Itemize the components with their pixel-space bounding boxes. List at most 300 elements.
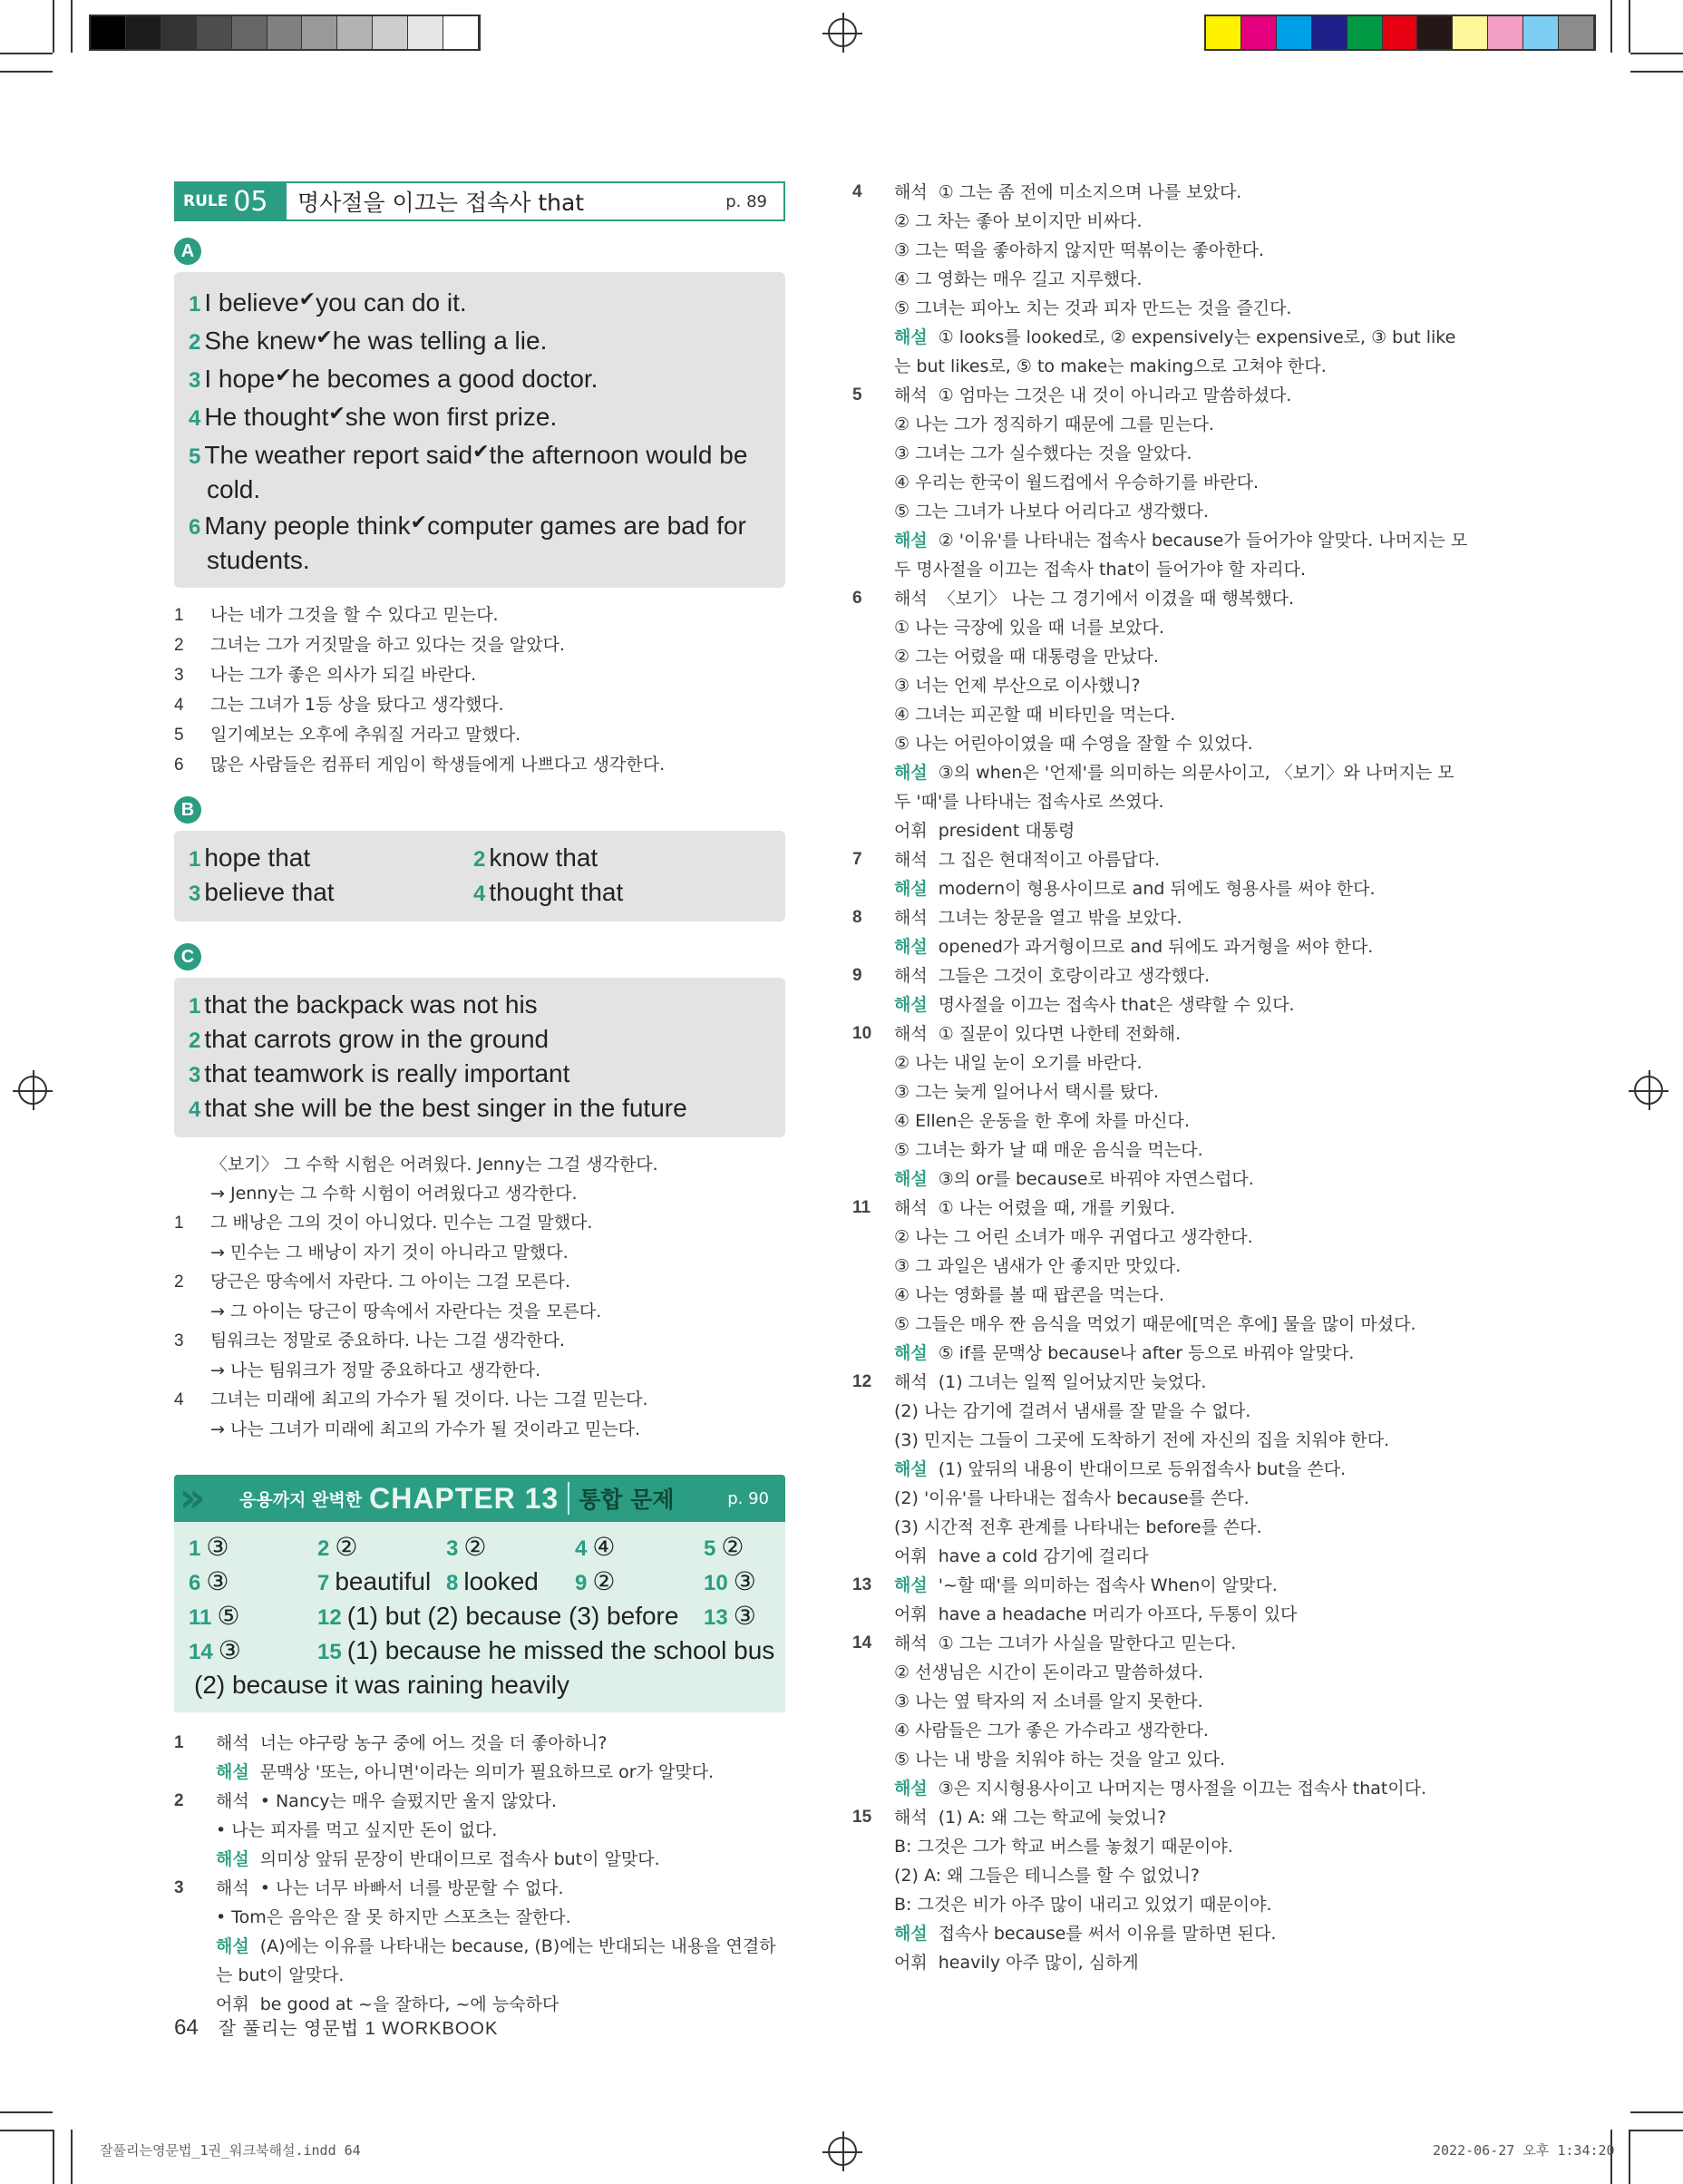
clause-that: he becomes a good doctor. xyxy=(291,365,598,393)
explanation-text xyxy=(894,468,1469,497)
explanation-body: be good at ~을 잘하다, ~에 능숙하다 xyxy=(259,1994,559,2014)
translation-line xyxy=(174,690,785,720)
answer-value: ③ xyxy=(733,1567,756,1595)
explanation-label: 해설 xyxy=(894,937,928,957)
note-line xyxy=(174,1297,785,1326)
answer-line xyxy=(189,435,771,506)
explanation-row xyxy=(852,1861,1469,1890)
explanation-row xyxy=(852,700,1469,729)
item-number xyxy=(852,1745,894,1774)
explanation-row xyxy=(852,1484,1469,1513)
explanation-text xyxy=(894,1339,1469,1368)
answer-text: know that xyxy=(489,843,598,872)
explanation-text xyxy=(894,1687,1469,1716)
explanation-label: 해설 xyxy=(894,1343,928,1363)
answer-value: beautiful xyxy=(335,1567,432,1595)
item-number: 2 xyxy=(174,1791,184,1810)
item-number: 14 xyxy=(189,1640,213,1664)
item-number xyxy=(852,1774,894,1803)
explanation-body: B: 그것은 비가 아주 많이 내리고 있었기 때문이야. xyxy=(894,1895,1272,1915)
item-number: 4 xyxy=(174,1390,184,1409)
crop-mark xyxy=(53,2130,54,2184)
explanation-row xyxy=(852,1397,1469,1426)
item-number: 1 xyxy=(174,1214,184,1233)
item-number xyxy=(852,990,894,1019)
explanation-text xyxy=(894,1397,1469,1426)
answer-value: ③ xyxy=(206,1533,229,1561)
answer-value: (1) but (2) because (3) before xyxy=(346,1602,679,1630)
item-number: 6 xyxy=(189,1571,201,1595)
item-number: 5 xyxy=(704,1536,716,1561)
explanation-text xyxy=(894,584,1469,613)
explanation-body: ⑤ if를 문맥상 because나 after 등으로 바꿔야 알맞다. xyxy=(938,1343,1355,1363)
answer-text: that she will be the best singer in the future xyxy=(204,1094,687,1122)
explanation-body: ① 질문이 있다면 나한테 전화해. xyxy=(938,1024,1182,1044)
answer-cell xyxy=(189,1669,794,1703)
section-b-answer-box xyxy=(174,831,785,921)
color-swatch xyxy=(1347,16,1383,49)
item-number xyxy=(852,1281,894,1310)
item-number: 5 xyxy=(189,444,201,469)
answer-cell xyxy=(189,1565,317,1600)
explanation-label: 해설 xyxy=(894,1924,928,1944)
item-number: 13 xyxy=(704,1605,728,1630)
crop-mark xyxy=(0,2111,53,2113)
explanation-label: 해설 xyxy=(894,1169,928,1189)
note-line xyxy=(174,1385,785,1415)
item-number: 1 xyxy=(189,292,201,317)
chapter-answer-box xyxy=(174,1522,785,1712)
item-number xyxy=(852,526,894,584)
crop-mark xyxy=(71,2130,73,2184)
explanation-label: 해석 xyxy=(216,1733,249,1753)
section-c-answer-box xyxy=(174,978,785,1137)
explanation-body: 그녀는 창문을 열고 밖을 보았다. xyxy=(938,908,1182,928)
answer-cell xyxy=(189,1634,317,1669)
explanation-body: (2) A: 왜 그들은 테니스를 할 수 없었니? xyxy=(894,1866,1200,1886)
explanation-row xyxy=(852,874,1469,903)
explanation-text xyxy=(894,265,1469,294)
item-number: 11 xyxy=(189,1605,212,1630)
explanation-row xyxy=(852,1571,1469,1600)
item-number: 1 xyxy=(174,606,184,625)
crop-mark xyxy=(0,71,53,73)
answer-cell xyxy=(575,1565,704,1600)
explanation-row xyxy=(174,1816,785,1845)
color-swatch xyxy=(268,16,303,49)
explanation-body: (3) 민지는 그들이 그곳에 도착하기 전에 자신의 집을 치워야 한다. xyxy=(894,1430,1390,1450)
explanation-text xyxy=(894,1281,1469,1310)
answer-cell xyxy=(704,1531,794,1565)
explanation-body: (2) 나는 감기에 걸려서 냄새를 잘 맡을 수 없다. xyxy=(894,1401,1251,1421)
item-number xyxy=(852,1832,894,1861)
item-number xyxy=(852,642,894,671)
file-slug: 잘풀리는영문법_1권_워크북해설.indd 64 xyxy=(100,2142,361,2159)
item-number xyxy=(852,1687,894,1716)
explanation-row xyxy=(852,1687,1469,1716)
item-number: 3 xyxy=(189,882,201,906)
item-number: 1 xyxy=(189,1536,201,1561)
explanation-label: 해석 xyxy=(894,1198,928,1218)
answer-value: ③ xyxy=(218,1636,241,1664)
item-number xyxy=(852,1165,894,1194)
explanation-text xyxy=(894,671,1469,700)
explanation-body: have a cold 감기에 걸리다 xyxy=(938,1546,1149,1566)
explanation-body: ④ 그녀는 피곤할 때 비타민을 먹는다. xyxy=(894,705,1176,725)
answer-line xyxy=(189,321,771,359)
section-c-notes xyxy=(174,1150,785,1444)
clause-main: The weather report said xyxy=(204,441,473,469)
color-swatch xyxy=(337,16,373,49)
item-number xyxy=(852,1048,894,1077)
item-number xyxy=(852,468,894,497)
translation-line xyxy=(174,750,785,780)
explanation-text xyxy=(894,439,1469,468)
chapter-banner xyxy=(174,1475,785,1522)
explanation-row xyxy=(852,990,1469,1019)
answer-cell xyxy=(317,1531,446,1565)
explanation-text xyxy=(894,207,1469,236)
explanation-label: 해설 xyxy=(216,1849,249,1869)
item-number xyxy=(852,323,894,381)
item-number xyxy=(852,1223,894,1252)
color-swatch xyxy=(1453,16,1488,49)
explanation-row xyxy=(852,903,1469,932)
explanation-label: 해설 xyxy=(216,1762,249,1782)
explanation-body: ② 그는 어렸을 때 대통령을 만났다. xyxy=(894,647,1159,667)
item-number: 5 xyxy=(174,726,184,745)
note-line xyxy=(174,1326,785,1356)
item-number xyxy=(852,410,894,439)
item-number: 12 xyxy=(317,1605,342,1630)
explanation-body: • 나는 너무 바빠서 너를 방문할 수 없다. xyxy=(259,1878,564,1898)
item-number: 3 xyxy=(446,1536,459,1561)
gray-color-bar xyxy=(89,15,481,51)
explanation-label: 해석 xyxy=(894,1372,928,1392)
color-swatch xyxy=(1488,16,1523,49)
clause-main: I believe xyxy=(204,288,299,317)
answer-value: ④ xyxy=(592,1533,616,1561)
explanation-row xyxy=(852,642,1469,671)
item-number xyxy=(852,1716,894,1745)
explanation-row xyxy=(852,1426,1469,1455)
explanation-row xyxy=(852,1948,1469,1977)
answer-line xyxy=(189,1092,771,1126)
answer-cell xyxy=(317,1565,446,1600)
print-timestamp: 2022-06-27 오후 1:34:20 xyxy=(1433,2142,1615,2159)
explanation-text xyxy=(894,1542,1469,1571)
explanation-body: ③ 그 과일은 냄새가 안 좋지만 맛있다. xyxy=(894,1256,1182,1276)
explanation-label: 어휘 xyxy=(216,1994,249,2014)
note-text: 당근은 땅속에서 자란다. 그 아이는 그걸 모른다. xyxy=(210,1272,571,1292)
explanation-label: 어휘 xyxy=(894,1546,928,1566)
clause-that: the afternoon would be cold. xyxy=(207,441,748,503)
explanation-row xyxy=(852,439,1469,468)
explanation-body: (1) A: 왜 그는 학교에 늦었니? xyxy=(938,1808,1167,1828)
color-swatch xyxy=(1523,16,1559,49)
explanation-row xyxy=(852,1455,1469,1484)
explanation-body: 문맥상 '또는, 아니면'이라는 의미가 필요하므로 or가 알맞다. xyxy=(259,1762,715,1782)
explanation-body: • Tom은 음악은 잘 못 하지만 스포츠는 잘한다. xyxy=(216,1907,571,1927)
translation-text: 그는 그녀가 1등 상을 탔다고 생각했다. xyxy=(210,695,504,715)
explanation-body: ⑤ 나는 내 방을 치워야 하는 것을 알고 있다. xyxy=(894,1750,1226,1770)
explanation-row xyxy=(174,1729,785,1758)
chapter-page-ref: p. 90 xyxy=(727,1488,769,1508)
explanation-body: ④ 그 영화는 매우 길고 지루했다. xyxy=(894,269,1143,289)
explanation-body: 너는 야구랑 농구 중에 어느 것을 더 좋아하니? xyxy=(259,1733,608,1753)
answer-line xyxy=(189,989,771,1023)
explanation-text xyxy=(894,323,1469,381)
explanation-text xyxy=(894,1019,1469,1048)
clause-that: you can do it. xyxy=(316,288,467,317)
explanation-body: B: 그것은 그가 학교 버스를 놓쳤기 때문이야. xyxy=(894,1837,1233,1857)
answer-text: hope that xyxy=(204,843,311,872)
item-number xyxy=(852,265,894,294)
translation-text: 나는 그가 좋은 의사가 되길 바란다. xyxy=(210,665,477,685)
explanation-row xyxy=(852,1223,1469,1252)
item-number xyxy=(852,1948,894,1977)
explanation-label: 해설 xyxy=(894,531,928,551)
item-number: 2 xyxy=(317,1536,330,1561)
explanation-row xyxy=(852,845,1469,874)
explanation-row xyxy=(852,1077,1469,1107)
clause-that: she won first prize. xyxy=(345,403,558,431)
explanation-text xyxy=(894,1803,1469,1832)
note-line xyxy=(174,1356,785,1385)
item-number: 3 xyxy=(189,1063,201,1087)
explanation-row xyxy=(852,468,1469,497)
item-number: 13 xyxy=(852,1575,872,1594)
item-number: 2 xyxy=(189,1029,201,1053)
crop-mark xyxy=(53,0,54,53)
explanation-text xyxy=(894,874,1469,903)
item-number: 3 xyxy=(189,368,201,393)
explanation-label: 해석 xyxy=(894,182,928,202)
item-number: 10 xyxy=(704,1571,728,1595)
explanation-text xyxy=(894,1513,1469,1542)
explanation-text xyxy=(894,845,1469,874)
note-line xyxy=(174,1415,785,1444)
answer-line xyxy=(189,359,771,397)
explanation-body: ② 나는 그 어린 소녀가 매우 귀엽다고 생각한다. xyxy=(894,1227,1253,1247)
item-number xyxy=(852,1513,894,1542)
explanation-body: ③은 지시형용사이고 나머지는 명사절을 이끄는 접속사 that이다. xyxy=(938,1779,1427,1799)
item-number xyxy=(852,1310,894,1339)
explanation-label: 어휘 xyxy=(894,821,928,841)
answer-value: looked xyxy=(463,1567,539,1595)
item-number xyxy=(852,1919,894,1948)
item-number xyxy=(174,1816,216,1845)
clause-main: She knew xyxy=(204,327,316,355)
note-text: 〈보기〉 그 수학 시험은 어려웠다. Jenny는 그걸 생각한다. xyxy=(210,1155,658,1175)
explanation-row xyxy=(852,816,1469,845)
explanation-body: president 대통령 xyxy=(938,821,1075,841)
explanation-text xyxy=(894,236,1469,265)
answer-cell xyxy=(317,1600,704,1634)
explanation-body: • 나는 피자를 먹고 싶지만 돈이 없다. xyxy=(216,1820,498,1840)
check-mark-icon: ✔ xyxy=(472,440,490,463)
crop-mark xyxy=(0,53,53,54)
rule-label: RULE 05 xyxy=(176,183,287,219)
item-number: 4 xyxy=(852,182,862,201)
explanation-body: '~할 때'를 의미하는 접속사 When이 알맞다. xyxy=(938,1575,1278,1595)
explanation-body: 명사절을 이끄는 접속사 that은 생략할 수 있다. xyxy=(938,995,1295,1015)
answer-value: ② xyxy=(721,1533,744,1561)
explanation-text xyxy=(894,294,1469,323)
item-number xyxy=(174,1758,216,1787)
explanation-body: ② 그 차는 좋아 보이지만 비싸다. xyxy=(894,211,1143,231)
explanation-body: 그 집은 현대적이고 아름답다. xyxy=(938,850,1161,870)
answer-cell xyxy=(575,1531,704,1565)
item-number xyxy=(852,1397,894,1426)
explanation-body: ③의 when은 '언제'를 의미하는 의문사이고, 〈보기〉와 나머지는 모두 '때'를 나타내는 접속사로 쓰였다. xyxy=(894,763,1454,812)
color-swatch xyxy=(1241,16,1277,49)
color-swatch xyxy=(443,16,479,49)
clause-that: he was telling a lie. xyxy=(332,327,548,355)
explanation-row xyxy=(852,1136,1469,1165)
explanation-row xyxy=(852,1542,1469,1571)
answer-line xyxy=(189,876,473,911)
explanation-text xyxy=(894,178,1469,207)
item-number: 2 xyxy=(174,636,184,655)
explanation-text xyxy=(894,700,1469,729)
crop-mark xyxy=(1630,53,1683,54)
item-number: 15 xyxy=(852,1808,872,1827)
explanation-text xyxy=(894,1571,1469,1600)
explanation-body: 그들은 그것이 호랑이라고 생각했다. xyxy=(938,966,1211,986)
explanation-text xyxy=(894,497,1469,526)
explanation-text xyxy=(894,526,1469,584)
item-number xyxy=(852,613,894,642)
explanation-body: ④ 나는 영화를 볼 때 팝콘을 먹는다. xyxy=(894,1285,1164,1305)
item-number xyxy=(852,1658,894,1687)
explanation-body: ③ 그녀는 그가 실수했다는 것을 알았다. xyxy=(894,444,1192,463)
item-number xyxy=(852,497,894,526)
explanation-text xyxy=(894,1426,1469,1455)
explanation-body: ① 엄마는 그것은 내 것이 아니라고 말씀하셨다. xyxy=(938,385,1292,405)
item-number xyxy=(852,1600,894,1629)
item-number xyxy=(852,1455,894,1484)
explanation-body: (1) 앞뒤의 내용이 반대이므로 등위접속사 but을 쓴다. xyxy=(938,1459,1347,1479)
explanation-body: ⑤ 그녀는 화가 날 때 매운 음식을 먹는다. xyxy=(894,1140,1203,1160)
explanation-text xyxy=(894,1658,1469,1687)
answer-value: (1) because he missed the school bus xyxy=(346,1636,775,1664)
explanation-label: 해석 xyxy=(894,1024,928,1044)
note-text: 그녀는 미래에 최고의 가수가 될 것이다. 나는 그걸 믿는다. xyxy=(210,1389,648,1409)
item-number xyxy=(852,1542,894,1571)
section-b-heading xyxy=(174,796,785,824)
explanation-text xyxy=(894,1716,1469,1745)
crop-mark xyxy=(1629,0,1630,53)
explanation-text xyxy=(894,1832,1469,1861)
explanation-row xyxy=(852,410,1469,439)
note-line xyxy=(174,1208,785,1238)
explanation-text xyxy=(894,381,1469,410)
right-explanations xyxy=(852,178,1469,1977)
answer-line xyxy=(189,506,771,577)
explanation-row xyxy=(852,526,1469,584)
explanation-label: 해설 xyxy=(894,1575,928,1595)
explanation-row xyxy=(852,1048,1469,1077)
answer-cell xyxy=(704,1600,794,1634)
color-swatch xyxy=(408,16,443,49)
clause-main: I hope xyxy=(204,365,276,393)
item-number xyxy=(852,1339,894,1368)
explanation-text xyxy=(894,1919,1469,1948)
answer-text: thought that xyxy=(489,878,624,906)
explanation-label: 해석 xyxy=(894,1808,928,1828)
explanation-body: heavily 아주 많이, 심하게 xyxy=(938,1953,1139,1973)
page-footer xyxy=(174,2013,498,2041)
registration-mark-bottom-icon xyxy=(828,2137,857,2166)
explanation-text xyxy=(894,990,1469,1019)
explanation-row xyxy=(852,1368,1469,1397)
crop-mark xyxy=(1630,2111,1683,2113)
check-mark-icon: ✔ xyxy=(316,326,333,348)
clause-main: Many people think xyxy=(204,512,411,540)
note-line xyxy=(174,1150,785,1179)
explanation-label: 해설 xyxy=(894,1459,928,1479)
item-number xyxy=(852,236,894,265)
explanation-body: ① 나는 어렸을 때, 개를 키웠다. xyxy=(938,1198,1175,1218)
explanation-text xyxy=(894,1745,1469,1774)
explanation-label: 해설 xyxy=(894,763,928,783)
explanation-text xyxy=(894,729,1469,758)
explanation-body: opened가 과거형이므로 and 뒤에도 과거형을 써야 한다. xyxy=(938,937,1374,957)
explanation-body: ② 나는 그가 정직하기 때문에 그를 믿는다. xyxy=(894,414,1214,434)
explanation-row xyxy=(852,1890,1469,1919)
explanation-text xyxy=(216,1932,785,1990)
item-number: 2 xyxy=(174,1272,184,1292)
explanation-row xyxy=(852,1019,1469,1048)
answer-cell xyxy=(317,1634,794,1669)
explanation-row xyxy=(852,1165,1469,1194)
chapter-prefix: 응용까지 완벽한 xyxy=(239,1489,363,1510)
explanation-body: ① 그는 그녀가 사실을 말한다고 믿는다. xyxy=(938,1633,1237,1653)
section-a-answer-box xyxy=(174,272,785,588)
explanation-row xyxy=(174,1874,785,1903)
chapter-review xyxy=(174,1475,785,1712)
crop-mark xyxy=(1610,0,1612,53)
chapter-title: CHAPTER 13 xyxy=(369,1481,559,1515)
item-number: 6 xyxy=(852,589,862,608)
item-number xyxy=(174,1845,216,1874)
explanation-label: 해석 xyxy=(216,1791,249,1811)
section-a-badge: A xyxy=(174,238,201,265)
color-swatch xyxy=(126,16,161,49)
explanation-body: • Nancy는 매우 슬펐지만 울지 않았다. xyxy=(259,1791,558,1811)
note-text: → 민수는 그 배낭이 자기 것이 아니라고 말했다. xyxy=(210,1243,569,1263)
explanation-label: 해설 xyxy=(894,327,928,347)
item-number: 10 xyxy=(852,1024,872,1043)
item-number: 1 xyxy=(189,847,201,872)
answer-value: ⑤ xyxy=(217,1602,240,1630)
crop-mark xyxy=(71,0,73,53)
color-swatch xyxy=(197,16,232,49)
item-number xyxy=(852,932,894,961)
note-text: → 그 아이는 당근이 땅속에서 자란다는 것을 모른다. xyxy=(210,1302,602,1321)
item-number xyxy=(852,671,894,700)
item-number: 3 xyxy=(174,666,184,685)
registration-mark-left-icon xyxy=(18,1076,47,1105)
explanation-body: ⑤ 나는 어린아이였을 때 수영을 잘할 수 있었다. xyxy=(894,734,1253,754)
explanation-body: ⑤ 그는 그녀가 나보다 어리다고 생각했다. xyxy=(894,502,1209,522)
clause-that: computer games are bad for students. xyxy=(207,512,746,574)
explanation-label: 해석 xyxy=(894,1633,928,1653)
item-number: 7 xyxy=(317,1571,330,1595)
explanation-label: 해설 xyxy=(894,995,928,1015)
explanation-body: ② 나는 내일 눈이 오기를 바란다. xyxy=(894,1053,1143,1073)
